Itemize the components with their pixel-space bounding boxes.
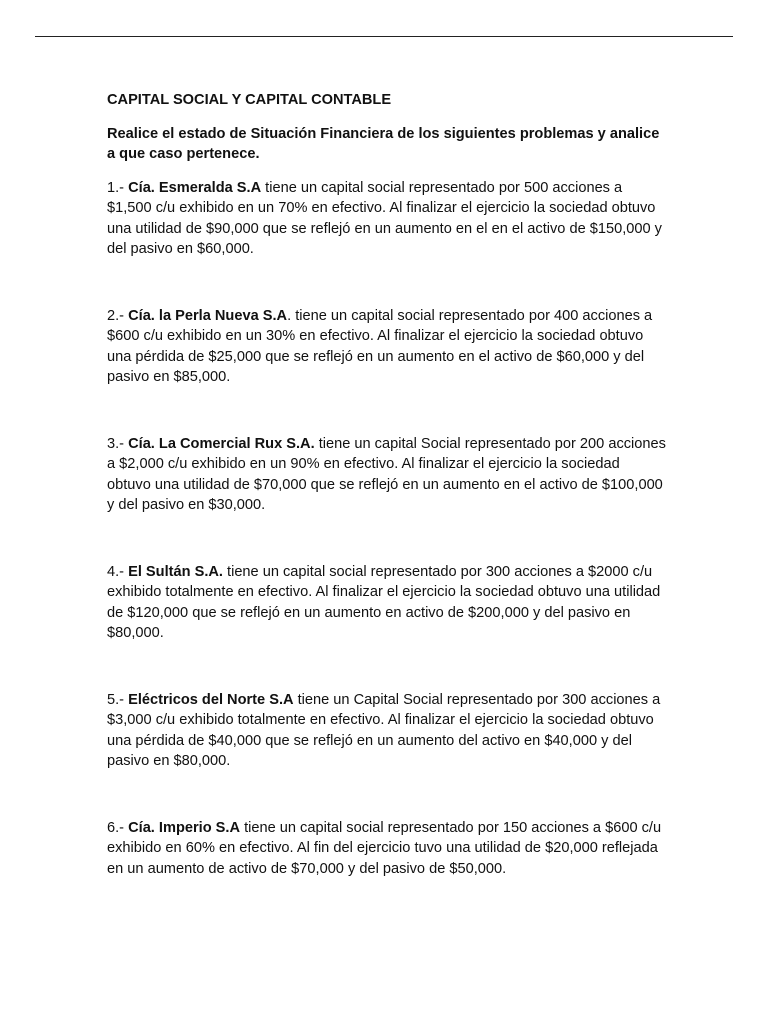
problem-number: 3.- <box>107 435 129 452</box>
problem-text: tiene un capital social representado por 150 acciones a $600 c/u exhibido en 60% en efectivo. Al fin del ejercicio tuvo una utilidad de $20,000 reflejada en un aumento de activo de $70,000 y del pasivo de $50,000. <box>107 819 662 877</box>
header-rule <box>35 36 733 37</box>
document-body <box>107 90 667 879</box>
problem-text: tiene un capital social representado por 300 acciones a $2000 c/u exhibido totalmente en efectivo. Al finalizar el ejercicio la sociedad obtuvo una utilidad de $120,000 que se reflejó en un aumento en activo de $200,000 y del pasivo en $80,000. <box>107 563 661 641</box>
problem-number: 1.- <box>107 179 129 196</box>
problem-3 <box>107 434 667 516</box>
problem-1 <box>107 178 667 260</box>
problem-number: 6.- <box>107 819 129 836</box>
document-instructions: Realice el estado de Situación Financiera de los siguientes problemas y analice a que caso pertenece. <box>107 125 660 162</box>
problem-text: tiene un capital social representado por 500 acciones a $1,500 c/u exhibido en un 70% en efectivo. Al finalizar el ejercicio la sociedad obtuvo una utilidad de $90,000 que se reflejó en un aumento en el en el activo de $150,000 y del pasivo en $60,000. <box>107 179 662 257</box>
company-name: Cía. Imperio S.A <box>128 819 241 836</box>
problem-text: tiene un Capital Social representado por 300 acciones a $3,000 c/u exhibido totalmente en efectivo. Al finalizar el ejercicio la sociedad obtuvo una pérdida de $40,000 que se reflejó en un aumento del activo en $40,000 y del pasivo en $80,000. <box>107 691 661 769</box>
problem-text: . tiene un capital social representado por 400 acciones a $600 c/u exhibido en un 30% en efectivo. Al finalizar el ejercicio la sociedad obtuvo una pérdida de $25,000 que se reflejó en un aumento en el activo de $60,000 y del pasivo en $85,000. <box>107 307 653 385</box>
problem-4 <box>107 562 667 644</box>
company-name: Eléctricos del Norte S.A <box>128 691 294 708</box>
problem-6 <box>107 818 667 880</box>
problem-5 <box>107 690 667 772</box>
company-name: Cía. La Comercial Rux S.A. <box>128 435 315 452</box>
company-name: El Sultán S.A. <box>128 563 223 580</box>
company-name: Cía. Esmeralda S.A <box>128 179 262 196</box>
problem-2 <box>107 306 667 388</box>
problem-number: 4.- <box>107 563 129 580</box>
problem-number: 2.- <box>107 307 129 324</box>
problem-text: tiene un capital Social representado por 200 acciones a $2,000 c/u exhibido en un 90% en efectivo. Al finalizar el ejercicio la sociedad obtuvo una utilidad de $70,000 que se reflejó en un aumento en el activo de $100,000 y del pasivo en $30,000. <box>107 435 666 513</box>
company-name: Cía. la Perla Nueva S.A <box>128 307 288 324</box>
document-title: CAPITAL SOCIAL Y CAPITAL CONTABLE <box>107 92 392 108</box>
problem-number: 5.- <box>107 691 129 708</box>
